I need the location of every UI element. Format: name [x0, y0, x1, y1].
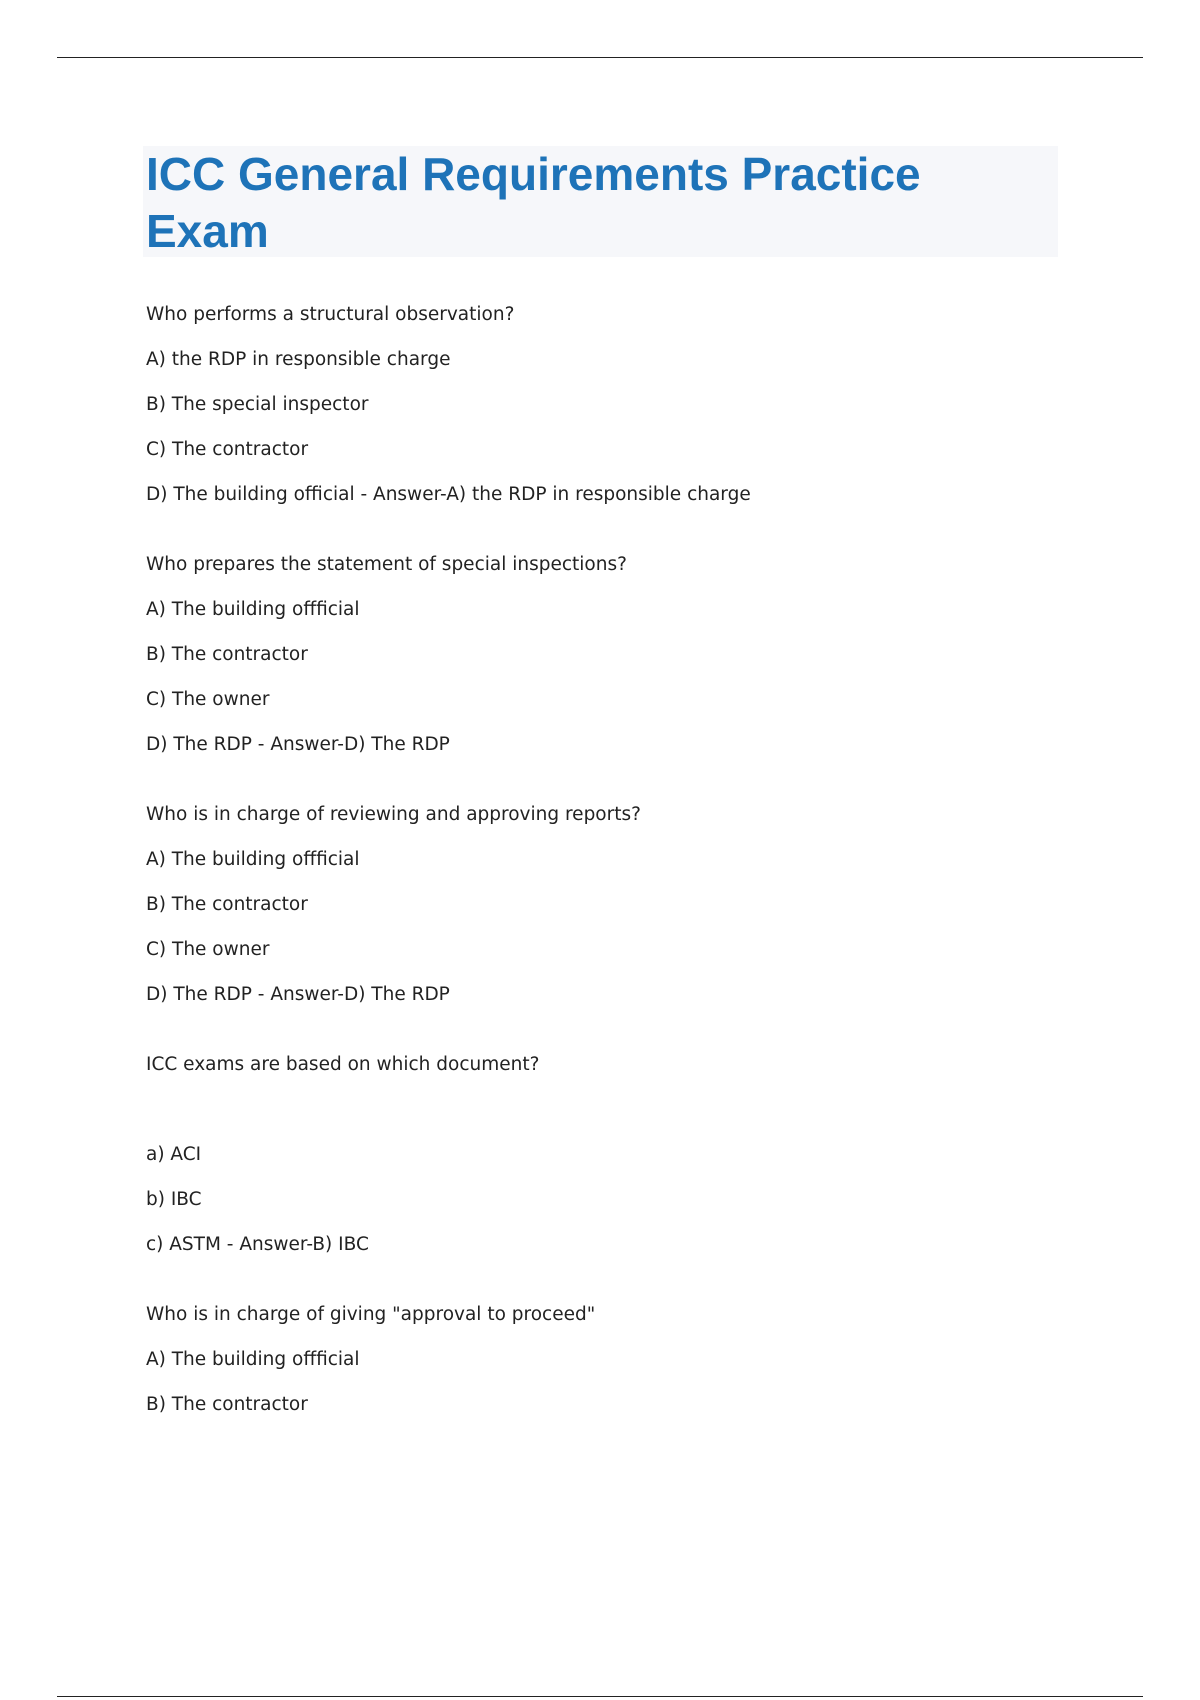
footer-rule [57, 1696, 1143, 1697]
answer-option: A) The building offficial [146, 599, 360, 620]
header-rule [57, 57, 1143, 58]
question-list [146, 303, 1106, 1463]
answer-option: C) The contractor [146, 439, 309, 460]
answer-option: c) ASTM - Answer-B) IBC [146, 1234, 369, 1255]
question-prompt: Who is in charge of reviewing and approving reports? [146, 804, 641, 825]
answer-option: A) the RDP in responsible charge [146, 349, 451, 370]
question-block [146, 1303, 1106, 1417]
answer-option: b) IBC [146, 1189, 202, 1210]
question-prompt: ICC exams are based on which document? [146, 1054, 540, 1075]
question-block [146, 303, 1106, 507]
answer-option: C) The owner [146, 939, 270, 960]
answer-option: A) The building offficial [146, 1349, 360, 1370]
answer-option: B) The special inspector [146, 394, 369, 415]
question-prompt: Who performs a structural observation? [146, 304, 515, 325]
answer-option: B) The contractor [146, 894, 308, 915]
answer-option: D) The building official - Answer-A) the RDP in responsible charge [146, 484, 751, 505]
question-prompt: Who prepares the statement of special inspections? [146, 554, 627, 575]
blank-line [146, 1098, 1106, 1143]
answer-option: B) The contractor [146, 644, 308, 665]
answer-option: A) The building offficial [146, 849, 360, 870]
answer-option: D) The RDP - Answer-D) The RDP [146, 984, 450, 1005]
answer-option: C) The owner [146, 689, 270, 710]
question-block [146, 1053, 1106, 1257]
question-block [146, 803, 1106, 1007]
document-title: ICC General Requirements Practice Exam [146, 148, 921, 257]
answer-option: a) ACI [146, 1144, 202, 1165]
answer-option: D) The RDP - Answer-D) The RDP [146, 734, 450, 755]
answer-option: B) The contractor [146, 1394, 308, 1415]
question-prompt: Who is in charge of giving "approval to proceed" [146, 1304, 596, 1325]
question-block [146, 553, 1106, 757]
